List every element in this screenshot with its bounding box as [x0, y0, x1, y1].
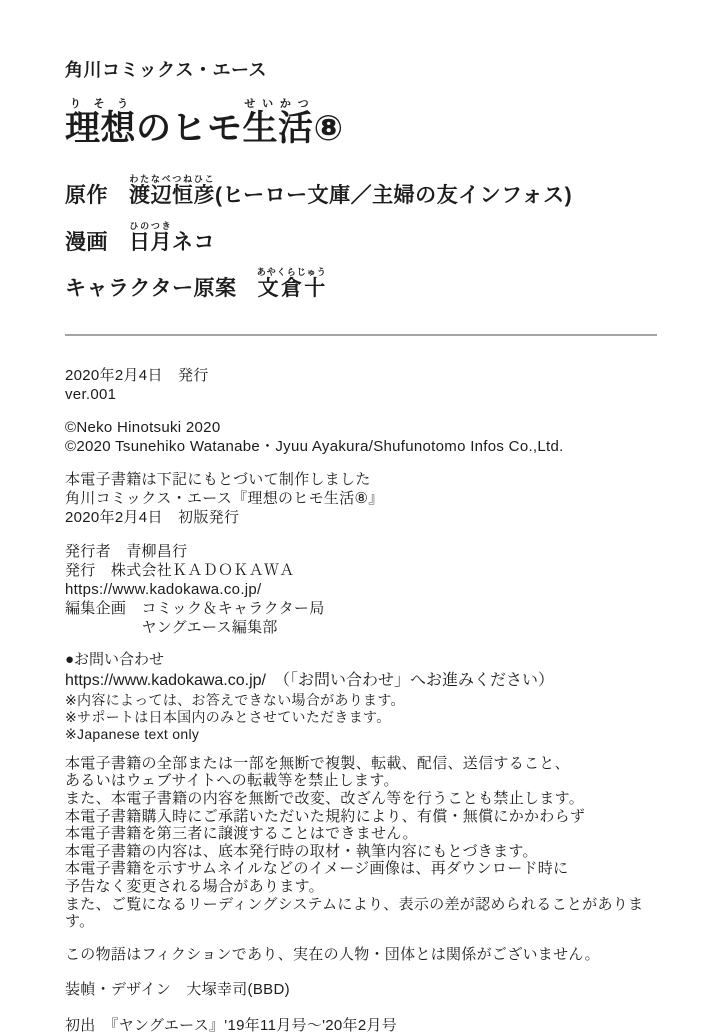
text-line: また、ご覧になるリーディングシステムにより、表示の差が認められることがあります。	[65, 895, 644, 931]
text-line: 編集企画 コミック＆キャラクター局	[65, 599, 325, 617]
credit-label: 漫画	[65, 230, 108, 254]
credit-label: キャラクター原案	[65, 277, 237, 301]
text-line: https://www.kadokawa.co.jp/	[65, 580, 262, 598]
title-segment-volume: ⑧	[313, 109, 344, 148]
legal-notice-block	[65, 755, 660, 931]
credit-row-original-author	[65, 174, 660, 213]
production-basis-block	[65, 470, 660, 527]
first-publication: 初出 『ヤングエース』'19年11月号～'20年2月号	[65, 1016, 398, 1034]
credit-row-character-design	[65, 267, 660, 306]
contact-block	[65, 649, 660, 743]
text-line: ©2020 Tsunehiko Watanabe・Jyuu Ayakura/Shufunotomo Infos Co.,Ltd.	[65, 437, 564, 455]
issue-info-block	[65, 366, 660, 404]
credit-value: 文倉十あやくらじゅう	[256, 267, 327, 301]
title-segment-nohimo: のヒモ	[136, 109, 243, 148]
contact-heading: ●お問い合わせ	[65, 650, 165, 668]
text-line: ©Neko Hinotsuki 2020	[65, 418, 221, 436]
text-line: 発行者 青柳昌行	[65, 542, 188, 560]
credits-block	[65, 174, 660, 306]
imprint-label: 角川コミックス・エース	[65, 60, 268, 80]
publisher-block	[65, 542, 660, 637]
text-line: 本電子書籍の内容は、底本発行時の取材・執筆内容にもとづきます。	[65, 842, 538, 860]
fiction-disclaimer: この物語はフィクションであり、実在の人物・団体とは関係がございません。	[65, 945, 600, 963]
text-line: ※内容によっては、お答えできない場合があります。	[65, 691, 405, 708]
text-line: ver.001	[65, 385, 117, 403]
design-credit: 装幀・デザイン 大塚幸司(BBD)	[65, 980, 290, 998]
horizontal-divider	[65, 334, 657, 336]
text-line: 2020年2月4日 発行	[65, 366, 209, 384]
text-line: 本電子書籍を示すサムネイルなどのイメージ画像は、再ダウンロード時に	[65, 860, 569, 878]
text-line: 2020年2月4日 初版発行	[65, 508, 240, 526]
text-line: 本電子書籍は下記にもとづいて制作しました	[65, 470, 371, 488]
credit-label: 原作	[65, 184, 108, 208]
credit-row-manga-artist	[65, 221, 660, 260]
text-line: 発行 株式会社ＫＡＤＯＫＡＷＡ	[65, 561, 295, 579]
title-segment-risou: 理想りそう	[65, 98, 137, 148]
text-line: また、本電子書籍の内容を無断で改変、改ざん等を行うことも禁止します。	[65, 790, 585, 808]
text-line: ※サポートは日本国内のみとさせていただきます。	[65, 708, 391, 725]
text-line: 本電子書籍購入時にご承諾いただいた規約により、有償・無償にかかわらず	[65, 807, 586, 825]
text-line: ※Japanese text only	[65, 725, 200, 742]
contact-notes	[65, 692, 660, 743]
text-line: ヤングエース編集部	[65, 618, 278, 636]
copyright-block	[65, 418, 660, 456]
contact-url-line: https://www.kadokawa.co.jp/ （「お問い合わせ」へお進みください）	[65, 671, 554, 689]
text-line: 本電子書籍の全部または一部を無断で複製、転載、配信、送信すること、	[65, 754, 570, 772]
text-line: あるいはウェブサイトへの転載等を禁止します。	[65, 772, 399, 790]
credit-value: 渡辺恒彦わたなべつねひこ(ヒーロー文庫／主婦の友インフォス)	[129, 174, 573, 208]
text-line: 予告なく変更される場合があります。	[65, 878, 324, 896]
book-title	[65, 98, 660, 152]
title-segment-seikatsu: 生活せいかつ	[242, 98, 314, 148]
text-line: 角川コミックス・エース『理想のヒモ生活⑧』	[65, 489, 384, 507]
text-line: 本電子書籍を第三者に譲渡することはできません。	[65, 825, 418, 843]
credit-value: 日月ひのつきネコ	[129, 220, 215, 254]
